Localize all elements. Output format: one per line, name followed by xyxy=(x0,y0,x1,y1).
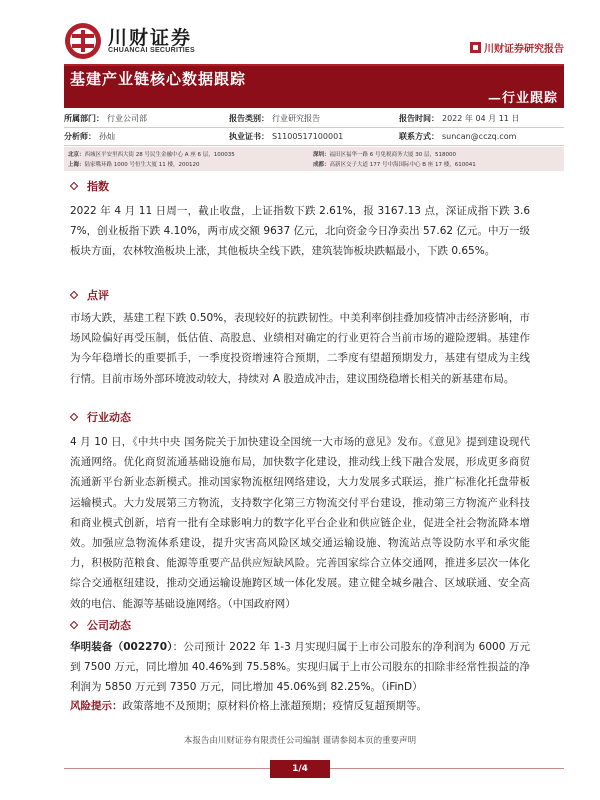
meta-contact xyxy=(399,131,564,142)
meta-label: 执业证书： xyxy=(229,132,269,141)
section-title: 公司动态 xyxy=(87,619,131,632)
meta-value: 行业公司部 xyxy=(107,114,147,123)
page-number: 1/4 xyxy=(270,760,330,778)
meta-value: 2022 年 04 月 11 日 xyxy=(442,114,520,123)
risk-label: 风险提示： xyxy=(70,700,123,712)
address-text: 高新区交子大道 177 号中海国际中心 B 座 17 楼，610041 xyxy=(329,162,476,168)
meta-value: 孙灿 xyxy=(99,132,115,141)
meta-label: 分析师： xyxy=(64,132,96,141)
address-label: 北京： xyxy=(68,152,85,158)
report-tag-icon xyxy=(470,42,481,53)
report-header xyxy=(64,22,564,62)
report-meta xyxy=(64,110,564,146)
address-label: 上海： xyxy=(68,162,85,168)
address-chengdu xyxy=(313,160,558,168)
comment-paragraph: 市场大跌，基建工程下跌 0.50%，表现较好的抗跌韧性。中美利率倒挂叠加疫情冲击经济影响，市场风险偏好再受压制，低估值、高股息、业绩相对确定的行业更符合当前市场的避险逻辑。基建作为今年稳增长的重要抓手，一季度投资增速符合预期，二季度有望超预期发力，基建有望成为主线行情。目前市场外部环境波动较大，持续对 A 股造成冲击，建议围绕稳增长相关的新基建布局。 xyxy=(70,312,530,385)
address-shanghai xyxy=(68,160,313,168)
address-label: 深圳： xyxy=(313,152,330,158)
report-tag-label: 川财证券研究报告 xyxy=(484,44,564,55)
company-name: 川财证券 xyxy=(108,27,193,49)
section-heading-comment xyxy=(70,287,109,303)
address-row xyxy=(68,150,558,158)
address-label: 成都： xyxy=(313,162,330,168)
address-text: 西城区平安里西大街 28 号民生金融中心 A 座 6 层，100035 xyxy=(84,152,235,158)
risk-warning xyxy=(70,697,427,715)
address-text: 福田区福华一路 6 号免税商务大厦 30 层，518000 xyxy=(329,152,457,158)
section-heading-industry xyxy=(70,409,131,425)
footer-disclaimer: 本报告由川财证券有限责任公司编制 谨请参阅本页的重要声明 xyxy=(183,736,417,746)
meta-analyst xyxy=(64,131,229,142)
address-row xyxy=(68,160,558,168)
section-heading-company xyxy=(70,617,131,633)
meta-row xyxy=(64,110,564,128)
meta-label: 报告时间： xyxy=(399,114,439,123)
address-shenzhen xyxy=(313,150,558,158)
diamond-bullet-icon xyxy=(70,621,78,629)
meta-label: 报告类别： xyxy=(229,114,269,123)
index-paragraph: 2022 年 4 月 11 日周一，截止收盘，上证指数下跌 2.61%，报 3167.13 点，深证成指下跌 3.67%，创业板指下跌 4.10%，两市成交额 9637 亿元，北向资金今日净卖出 57.62 亿元。中万一级板块方面，农林牧渔板块上涨，其他板块全线下跌，建筑装饰板块跌幅最小，下跌 0.65%。 xyxy=(70,205,530,258)
address-text: 陆家嘴环路 1000 号恒生大厦 11 楼，200120 xyxy=(84,162,200,168)
company-paragraph xyxy=(70,637,530,698)
industry-paragraph: 4 月 10 日，《中共中央 国务院关于加快建设全国统一大市场的意见》发布。《意见》提到建设现代流通网络。优化商贸流通基础设施布局，加快数字化建设，推动线上线下融合发展，形成更多商贸流通新平台新业态新模式。推动国家物流枢纽网络建设，大力发展多式联运，推广标准化托盘带板运输模式。大力发展第三方物流，支持数字化第三方物流交付平台建设，推动第三方物流产业科技和商业模式创新，培育一批有全球影响力的数字化平台企业和供应链企业，促进全社会物流降本增效。加强应急物流体系建设，提升灾害高风险区域交通运输设施、物流站点等设防水平和承灾能力，积极防范粮食、能源等重要产品供应短缺风险。完善国家综合立体交通网，推进多层次一体化综合交通枢纽建设，推动交通运输设施跨区域一体化发展。建立健全城乡融合、区域联通、安全高效的电信、能源等基础设施网络。（中国政府网） xyxy=(70,436,530,610)
meta-label: 联系方式： xyxy=(399,132,439,141)
diamond-bullet-icon xyxy=(70,291,78,299)
company-logo-icon xyxy=(64,22,102,60)
section-heading-index xyxy=(70,178,109,194)
report-type-tag xyxy=(470,40,564,55)
company-name: 华明装备（002270） xyxy=(70,641,173,653)
risk-text: 政策落地不及预期；原材料价格上涨超预期；疫情反复超预期等。 xyxy=(122,700,427,712)
meta-row xyxy=(64,128,564,146)
meta-dept xyxy=(64,113,229,124)
company-text: ：公司预计 2022 年 1-3 月实现归属于上市公司股东的净利润为 6000 万元到 7500 万元，同比增加 40.46%到 75.58%。实现归属于上市公司股东的扣除非经常性损益的净利润为 5850 万元到 7350 万元，同比增加 45.06%到 82.25%。（iFinD） xyxy=(70,641,530,694)
company-name-en: CHUANCAI SECURITIES xyxy=(108,47,195,54)
meta-time xyxy=(399,113,564,124)
section-title: 点评 xyxy=(87,289,109,302)
report-subtitle: —行业跟踪 xyxy=(487,91,558,106)
contact-email[interactable]: suncan@cczq.com xyxy=(442,132,517,141)
title-band xyxy=(64,66,564,108)
meta-cert xyxy=(229,131,399,142)
meta-label: 所属部门： xyxy=(64,114,104,123)
section-title: 行业动态 xyxy=(87,411,131,424)
office-addresses xyxy=(64,147,564,171)
diamond-bullet-icon xyxy=(70,182,78,190)
report-title: 基建产业链核心数据跟踪 xyxy=(70,70,247,88)
section-title: 指数 xyxy=(87,180,109,193)
address-beijing xyxy=(68,150,313,158)
meta-value: 行业研究报告 xyxy=(272,114,320,123)
meta-type xyxy=(229,113,399,124)
diamond-bullet-icon xyxy=(70,413,78,421)
meta-value: S1100517100001 xyxy=(272,132,344,141)
